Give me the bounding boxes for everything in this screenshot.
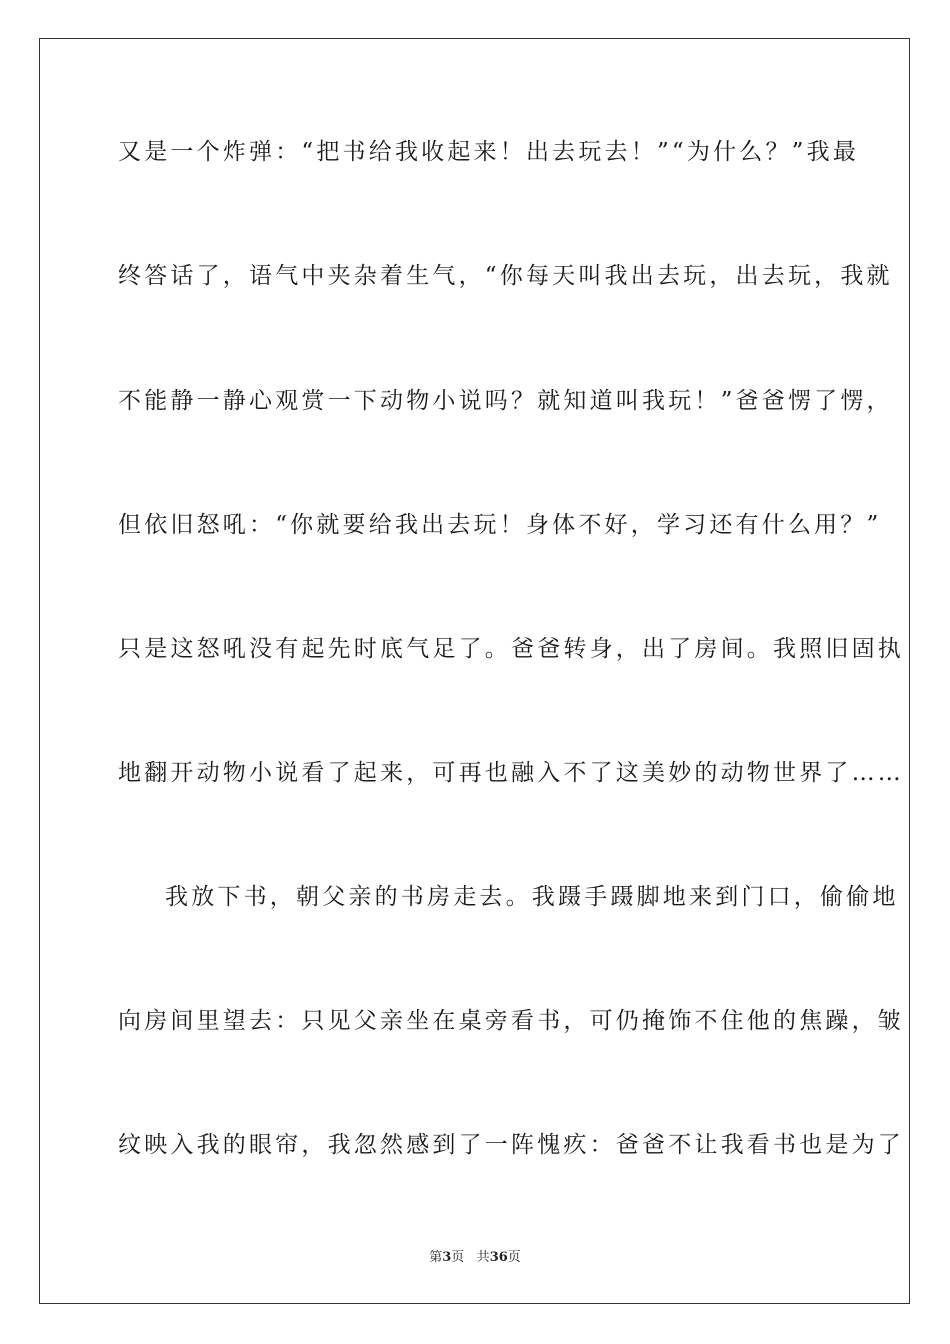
page-suffix: 页 [451, 1250, 465, 1265]
page-prefix: 第 [429, 1250, 443, 1265]
page-number: 3 [442, 1250, 452, 1265]
total-pages: 36 [489, 1250, 508, 1265]
paragraph-line-4: 但依旧怒吼：“你就要给我出去玩！身体不好，学习还有什么用？” [118, 512, 882, 538]
paragraph-line-2: 终答话了，语气中夹杂着生气，“你每天叫我出去玩，出去玩，我就 [118, 263, 893, 289]
paragraph-line-1: 又是一个炸弹：“把书给我收起来！出去玩去！”“为什么？”我最 [118, 139, 860, 165]
total-prefix: 共 [476, 1250, 490, 1265]
paragraph-line-7: 我放下书，朝父亲的书房走去。我蹑手蹑脚地来到门口，偷偷地 [165, 884, 899, 910]
paragraph-line-8: 向房间里望去：只见父亲坐在桌旁看书，可仍掩饰不住他的焦躁，皱 [118, 1008, 904, 1034]
page-border [39, 38, 910, 1304]
total-suffix: 页 [507, 1250, 521, 1265]
paragraph-line-3: 不能静一静心观赏一下动物小说吗？就知道叫我玩！”爸爸愣了愣， [118, 388, 893, 414]
paragraph-line-6: 地翻开动物小说看了起来，可再也融入不了这美妙的动物世界了…… [118, 760, 904, 786]
paragraph-line-9: 纹映入我的眼帘，我忽然感到了一阵愧疚：爸爸不让我看书也是为了 [118, 1132, 904, 1158]
paragraph-line-5: 只是这怒吼没有起先时底气足了。爸爸转身，出了房间。我照旧固执 [118, 636, 904, 662]
page-footer [0, 1246, 950, 1265]
